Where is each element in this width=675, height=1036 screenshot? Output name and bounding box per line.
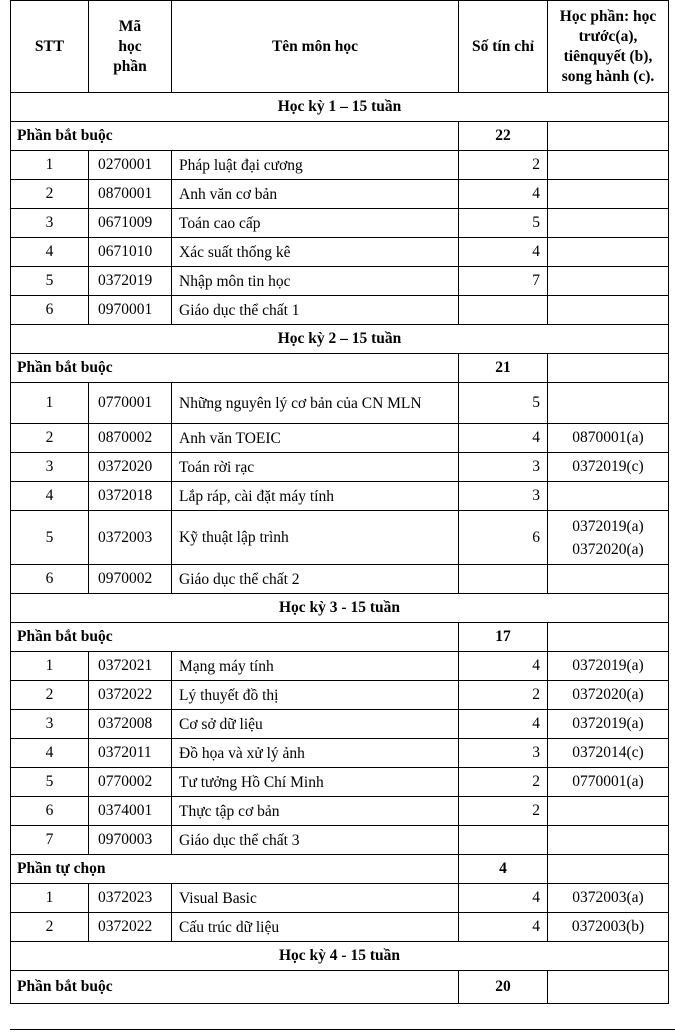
row-name: Giáo dục thể chất 1 bbox=[172, 296, 459, 325]
row-name: Kỹ thuật lập trình bbox=[172, 511, 459, 565]
table-row bbox=[11, 151, 669, 180]
row-name: Visual Basic bbox=[172, 884, 459, 913]
header-stt: STT bbox=[11, 1, 89, 93]
table-row bbox=[11, 453, 669, 482]
group-row bbox=[11, 354, 669, 383]
row-name: Anh văn TOEIC bbox=[172, 424, 459, 453]
row-credits: 7 bbox=[459, 267, 548, 296]
row-stt: 1 bbox=[11, 383, 89, 424]
row-prereq: 0870001(a) bbox=[548, 424, 669, 453]
header-credits: Số tín chỉ bbox=[459, 1, 548, 93]
table-row bbox=[11, 739, 669, 768]
row-credits: 4 bbox=[459, 652, 548, 681]
group-prereq-cell bbox=[548, 855, 669, 884]
row-stt: 5 bbox=[11, 511, 89, 565]
row-stt: 6 bbox=[11, 565, 89, 594]
table-row bbox=[11, 797, 669, 826]
row-credits: 6 bbox=[459, 511, 548, 565]
table-row bbox=[11, 296, 669, 325]
row-stt: 6 bbox=[11, 296, 89, 325]
row-stt: 2 bbox=[11, 180, 89, 209]
row-stt: 2 bbox=[11, 913, 89, 942]
group-label: Phần bắt buộc bbox=[11, 122, 459, 151]
row-credits: 4 bbox=[459, 710, 548, 739]
row-credits: 2 bbox=[459, 681, 548, 710]
row-credits: 5 bbox=[459, 383, 548, 424]
group-row bbox=[11, 122, 669, 151]
table-row bbox=[11, 383, 669, 424]
row-code: 0372022 bbox=[89, 681, 172, 710]
row-stt: 2 bbox=[11, 424, 89, 453]
row-stt: 2 bbox=[11, 681, 89, 710]
table-row bbox=[11, 913, 669, 942]
row-name: Đồ họa và xử lý ảnh bbox=[172, 739, 459, 768]
row-name: Giáo dục thể chất 3 bbox=[172, 826, 459, 855]
row-stt: 4 bbox=[11, 482, 89, 511]
row-code: 0372020 bbox=[89, 453, 172, 482]
row-prereq: 0372019(c) bbox=[548, 453, 669, 482]
row-prereq: 0372014(c) bbox=[548, 739, 669, 768]
group-row bbox=[11, 971, 669, 1004]
row-name: Thực tập cơ bản bbox=[172, 797, 459, 826]
row-code: 0372022 bbox=[89, 913, 172, 942]
elective-group-row bbox=[11, 855, 669, 884]
row-stt: 1 bbox=[11, 151, 89, 180]
row-code: 0870002 bbox=[89, 424, 172, 453]
row-credits: 3 bbox=[459, 482, 548, 511]
row-code: 0372018 bbox=[89, 482, 172, 511]
group-prereq-cell bbox=[548, 122, 669, 151]
row-name: Mạng máy tính bbox=[172, 652, 459, 681]
row-credits bbox=[459, 826, 548, 855]
table-row bbox=[11, 180, 669, 209]
header-row bbox=[11, 1, 669, 93]
row-stt: 6 bbox=[11, 797, 89, 826]
row-prereq bbox=[548, 151, 669, 180]
header-prereq: Học phần: học trước(a), tiênquyết (b), song hành (c). bbox=[548, 1, 669, 93]
row-credits: 2 bbox=[459, 151, 548, 180]
table-row bbox=[11, 681, 669, 710]
row-credits: 5 bbox=[459, 209, 548, 238]
row-name: Toán cao cấp bbox=[172, 209, 459, 238]
row-name: Tư tưởng Hồ Chí Minh bbox=[172, 768, 459, 797]
row-name: Lắp ráp, cài đặt máy tính bbox=[172, 482, 459, 511]
row-credits bbox=[459, 296, 548, 325]
row-stt: 4 bbox=[11, 739, 89, 768]
table-row bbox=[11, 884, 669, 913]
row-code: 0770001 bbox=[89, 383, 172, 424]
row-prereq bbox=[548, 238, 669, 267]
semester-title: Học kỳ 1 – 15 tuần bbox=[11, 93, 669, 122]
group-total-credits: 20 bbox=[459, 971, 548, 1004]
row-prereq bbox=[548, 826, 669, 855]
row-code: 0374001 bbox=[89, 797, 172, 826]
row-code: 0270001 bbox=[89, 151, 172, 180]
table-row bbox=[11, 710, 669, 739]
row-code: 0372023 bbox=[89, 884, 172, 913]
row-code: 0870001 bbox=[89, 180, 172, 209]
group-total-credits: 22 bbox=[459, 122, 548, 151]
group-total-credits: 21 bbox=[459, 354, 548, 383]
row-code: 0970003 bbox=[89, 826, 172, 855]
group-label: Phần bắt buộc bbox=[11, 971, 459, 1004]
row-name: Toán rời rạc bbox=[172, 453, 459, 482]
row-prereq bbox=[548, 797, 669, 826]
semester-title: Học kỳ 4 - 15 tuần bbox=[11, 942, 669, 971]
row-stt: 5 bbox=[11, 267, 89, 296]
semester-title: Học kỳ 2 – 15 tuần bbox=[11, 325, 669, 354]
row-name: Lý thuyết đồ thị bbox=[172, 681, 459, 710]
group-total-credits: 4 bbox=[459, 855, 548, 884]
header-code: Mã học phần bbox=[89, 1, 172, 93]
table-row bbox=[11, 482, 669, 511]
row-stt: 3 bbox=[11, 710, 89, 739]
row-code: 0372019 bbox=[89, 267, 172, 296]
row-code: 0372008 bbox=[89, 710, 172, 739]
group-prereq-cell bbox=[548, 354, 669, 383]
group-label: Phần bắt buộc bbox=[11, 354, 459, 383]
row-code: 0372021 bbox=[89, 652, 172, 681]
group-label: Phần tự chọn bbox=[11, 855, 459, 884]
table-row bbox=[11, 511, 669, 565]
row-credits: 3 bbox=[459, 453, 548, 482]
row-name: Anh văn cơ bản bbox=[172, 180, 459, 209]
row-prereq bbox=[548, 209, 669, 238]
semester-title-row bbox=[11, 325, 669, 354]
row-name: Nhập môn tin học bbox=[172, 267, 459, 296]
row-code: 0372011 bbox=[89, 739, 172, 768]
semester-title-row bbox=[11, 942, 669, 971]
row-prereq bbox=[548, 482, 669, 511]
row-credits: 4 bbox=[459, 238, 548, 267]
row-stt: 1 bbox=[11, 652, 89, 681]
row-prereq: 0372020(a) bbox=[548, 681, 669, 710]
group-prereq-cell bbox=[548, 971, 669, 1004]
row-prereq bbox=[548, 565, 669, 594]
table-row bbox=[11, 565, 669, 594]
row-stt: 4 bbox=[11, 238, 89, 267]
row-prereq: 0372019(a) bbox=[548, 652, 669, 681]
row-code: 0770002 bbox=[89, 768, 172, 797]
prereq-line: 0372020(a) bbox=[572, 540, 644, 558]
row-prereq: 0770001(a) bbox=[548, 768, 669, 797]
row-prereq: 0372003(b) bbox=[548, 913, 669, 942]
row-credits: 4 bbox=[459, 913, 548, 942]
row-name: Giáo dục thể chất 2 bbox=[172, 565, 459, 594]
row-credits: 3 bbox=[459, 739, 548, 768]
row-name: Những nguyên lý cơ bản của CN MLN bbox=[172, 383, 459, 424]
row-code: 0970002 bbox=[89, 565, 172, 594]
row-credits bbox=[459, 565, 548, 594]
row-name: Cấu trúc dữ liệu bbox=[172, 913, 459, 942]
row-stt: 3 bbox=[11, 453, 89, 482]
row-stt: 7 bbox=[11, 826, 89, 855]
curriculum-table bbox=[10, 0, 669, 1004]
semester-title: Học kỳ 3 - 15 tuần bbox=[11, 594, 669, 623]
row-credits: 2 bbox=[459, 797, 548, 826]
table-row bbox=[11, 768, 669, 797]
table-row bbox=[11, 209, 669, 238]
row-stt: 3 bbox=[11, 209, 89, 238]
row-name: Xác suất thống kê bbox=[172, 238, 459, 267]
row-prereq bbox=[548, 296, 669, 325]
row-name: Cơ sở dữ liệu bbox=[172, 710, 459, 739]
row-prereq bbox=[548, 383, 669, 424]
row-name: Pháp luật đại cương bbox=[172, 151, 459, 180]
group-total-credits: 17 bbox=[459, 623, 548, 652]
row-stt: 5 bbox=[11, 768, 89, 797]
row-prereq bbox=[548, 267, 669, 296]
row-code: 0970001 bbox=[89, 296, 172, 325]
table-row bbox=[11, 826, 669, 855]
header-name: Tên môn học bbox=[172, 1, 459, 93]
group-prereq-cell bbox=[548, 623, 669, 652]
row-prereq bbox=[548, 180, 669, 209]
group-label: Phần bắt buộc bbox=[11, 623, 459, 652]
row-credits: 4 bbox=[459, 180, 548, 209]
row-prereq bbox=[548, 511, 669, 565]
table-row bbox=[11, 652, 669, 681]
row-code: 0372003 bbox=[89, 511, 172, 565]
row-credits: 4 bbox=[459, 884, 548, 913]
semester-title-row bbox=[11, 93, 669, 122]
prereq-line: 0372019(a) bbox=[572, 517, 644, 535]
group-row bbox=[11, 623, 669, 652]
row-prereq: 0372003(a) bbox=[548, 884, 669, 913]
row-code: 0671009 bbox=[89, 209, 172, 238]
row-credits: 4 bbox=[459, 424, 548, 453]
row-code: 0671010 bbox=[89, 238, 172, 267]
semester-title-row bbox=[11, 594, 669, 623]
table-row bbox=[11, 238, 669, 267]
row-prereq: 0372019(a) bbox=[548, 710, 669, 739]
table-row bbox=[11, 267, 669, 296]
row-credits: 2 bbox=[459, 768, 548, 797]
table-row bbox=[11, 424, 669, 453]
row-stt: 1 bbox=[11, 884, 89, 913]
page-bottom-rule bbox=[10, 1029, 675, 1030]
